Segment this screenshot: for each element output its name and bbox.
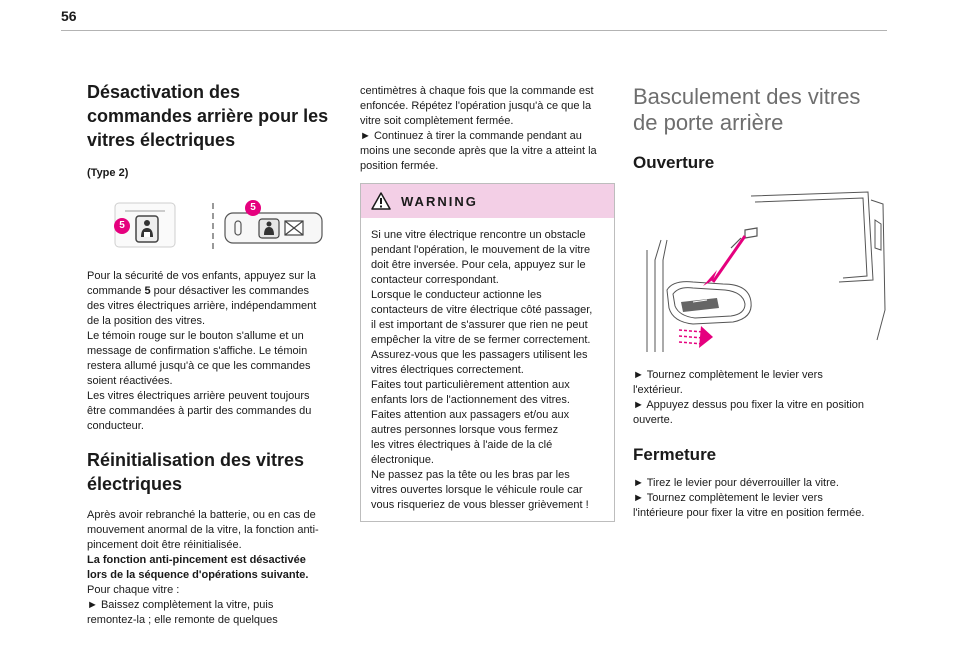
type-label: (Type 2) xyxy=(87,167,129,179)
reset-text: Après avoir rebranché la batterie, ou en cas de mouvement anormal de la vitre, la fonction anti- pincement doit être réinitialisée. xyxy=(87,509,319,551)
child-lock-illustration xyxy=(87,195,327,255)
ouverture-text: ► Tournez complètement le levier vers l'extérieur. ► Appuyez dessus pou fixer la vitre en position ouverte. xyxy=(633,369,865,426)
column-right xyxy=(633,80,893,521)
window-lever-icon xyxy=(633,190,888,358)
column-left xyxy=(87,80,344,628)
window-lock-switch-icon xyxy=(225,213,322,243)
warning-box xyxy=(360,183,615,522)
section-title-deactivation: Désactivation des commandes arrière pour les vitres électriques xyxy=(87,82,329,150)
section-title-reset: Réinitialisation des vitres électriques xyxy=(87,450,305,494)
warning-header xyxy=(361,184,614,218)
reset-continued-text: centimètres à chaque fois que la commande est enfoncée. Répétez l'opération jusqu'à ce que la vitre soit complètement fermée. ► Continuez à tirer la commande pendant au moins une seconde après que la vitre a atteint la position fermée. xyxy=(360,85,597,172)
fermeture-text: ► Tirez le levier pour déverrouiller la vitre. ► Tournez complètement le levier vers l'intérieure pour fixer la vitre en position fermée. xyxy=(633,477,865,519)
heading-ouverture: Ouverture xyxy=(633,153,715,172)
figure-separator xyxy=(212,203,215,249)
page-number: 56 xyxy=(61,8,77,24)
warning-body: Si une vitre électrique rencontre un obstacle pendant l'opération, le mouvement de la vitre doit être inversée. Pour cela, appuyez sur le contacteur correspondant. Lorsque le conducteur actionne les contacteurs de vitre électrique côté passager, il est important de s'assurer que rien ne peut empêcher la vitre de se fermer correctement. Assurez-vous que les passagers utilisent les vitres électriques correctement. Faites tout particulièrement attention aux enfants lors de l'actionnement des vitres. Faites attention aux passagers et/ou aux autres personnes lorsque vous fermez les vitres électriques à l'aide de la clé électronique. Ne passez pas la tête ou les bras par les vitres ouvertes lorsque le véhicule roule car vous risqueriez de vous blesser grièvement ! xyxy=(371,229,593,511)
callout-5-right: 5 xyxy=(245,200,261,216)
callout-5-left: 5 xyxy=(114,218,130,234)
reset-bold-text: La fonction anti-pincement est désactivée lors de la séquence d'opérations suivante. xyxy=(87,554,309,581)
rear-window-lever-illustration xyxy=(633,190,888,358)
heading-fermeture: Fermeture xyxy=(633,445,717,464)
reset-steps-text: Pour chaque vitre : ► Baissez complètement la vitre, puis remontez-la ; elle remonte de quelques xyxy=(87,584,278,626)
section-title-tilt: Basculement des vitres de porte arrière xyxy=(633,84,861,135)
warning-triangle-icon xyxy=(371,192,391,210)
deactivation-text: Pour la sécurité de vos enfants, appuyez sur la commande 5 pour désactiver les commandes des vitres électriques arrière, indépendamment de la position des vitres. Le témoin rouge sur le bouton s'allume et un message de confirmation s'affiche. Le témoin restera allumé jusqu'à ce que les commandes soient réactivées. Les vitres électriques arrière peuvent toujours être commandées à partir des commandes du conducteur. xyxy=(87,270,317,432)
warning-title: WARNING xyxy=(401,193,478,209)
header-rule xyxy=(61,30,887,31)
column-middle xyxy=(360,84,615,522)
